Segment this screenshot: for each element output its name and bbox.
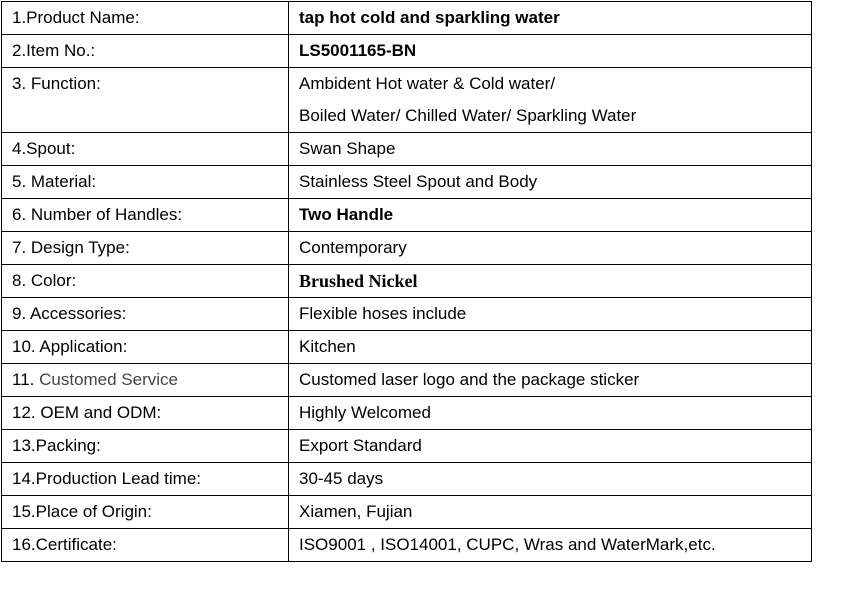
row-value-line: Boiled Water/ Chilled Water/ Sparkling Water <box>299 106 637 125</box>
row-label: 15.Place of Origin: <box>2 496 289 529</box>
table-row <box>2 397 812 430</box>
row-value: Highly Welcomed <box>289 397 812 430</box>
table-row <box>2 265 812 298</box>
row-value: tap hot cold and sparkling water <box>289 2 812 35</box>
row-label-prefix: 11. <box>12 370 35 389</box>
row-label: 7. Design Type: <box>2 232 289 265</box>
row-label: 3. Function: <box>12 74 101 93</box>
table-row <box>2 2 812 35</box>
table-row <box>2 133 812 166</box>
row-label: 4.Spout: <box>2 133 289 166</box>
row-value: Contemporary <box>289 232 812 265</box>
row-label: 9. Accessories: <box>2 298 289 331</box>
row-value <box>289 68 812 133</box>
row-value: Stainless Steel Spout and Body <box>289 166 812 199</box>
table-row <box>2 68 812 133</box>
table-row <box>2 298 812 331</box>
row-label: 16.Certificate: <box>2 529 289 562</box>
table-row <box>2 35 812 68</box>
table-row <box>2 166 812 199</box>
row-value-line: Ambident Hot water & Cold water/ <box>299 74 556 93</box>
row-label: 2.Item No.: <box>2 35 289 68</box>
row-value: 30-45 days <box>289 463 812 496</box>
table-row <box>2 430 812 463</box>
row-value: Brushed Nickel <box>289 265 812 298</box>
row-label: 13.Packing: <box>2 430 289 463</box>
row-value: ISO9001 , ISO14001, CUPC, Wras and WaterMark,etc. <box>289 529 812 562</box>
row-value: Export Standard <box>289 430 812 463</box>
table-row <box>2 331 812 364</box>
row-value: Kitchen <box>289 331 812 364</box>
table-row <box>2 232 812 265</box>
row-label-suffix: Customed Service <box>39 370 178 389</box>
row-label: 6. Number of Handles: <box>2 199 289 232</box>
table-row <box>2 496 812 529</box>
row-value: Xiamen, Fujian <box>289 496 812 529</box>
spec-table <box>1 1 812 562</box>
row-value: Two Handle <box>289 199 812 232</box>
table-row <box>2 199 812 232</box>
row-label <box>2 364 289 397</box>
row-value: Flexible hoses include <box>289 298 812 331</box>
row-value: LS5001165-BN <box>289 35 812 68</box>
row-label: 1.Product Name: <box>2 2 289 35</box>
row-label: 8. Color: <box>2 265 289 298</box>
row-label: 5. Material: <box>2 166 289 199</box>
row-value: Swan Shape <box>289 133 812 166</box>
row-value: Customed laser logo and the package sticker <box>289 364 812 397</box>
table-row <box>2 364 812 397</box>
row-label: 14.Production Lead time: <box>2 463 289 496</box>
table-row <box>2 463 812 496</box>
row-label: 10. Application: <box>2 331 289 364</box>
table-row <box>2 529 812 562</box>
row-label: 12. OEM and ODM: <box>2 397 289 430</box>
